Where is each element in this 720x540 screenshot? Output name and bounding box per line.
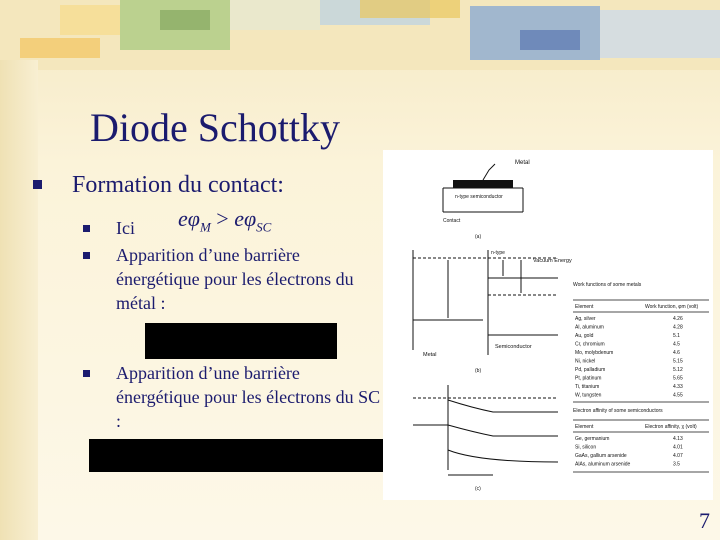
bullet-ici: Ici	[116, 218, 135, 238]
table-affinity-rows	[575, 436, 683, 468]
schottky-figure	[383, 150, 713, 500]
table-cell-element: Al, aluminum	[575, 324, 604, 331]
fig-label-semiconductor-b: Semiconductor	[495, 344, 532, 350]
bullet-marker	[33, 180, 42, 189]
table-cell-element: Pt, platinum	[575, 375, 602, 382]
table-cell-element: Ti, titanium	[575, 384, 600, 390]
table-work-rows	[575, 316, 683, 399]
table-cell-value: 4.28	[673, 324, 683, 331]
fig-label-vacuum: Vacuum Energy	[533, 258, 572, 264]
table-affinity-col2: Electron affinity, χ (volt)	[645, 424, 697, 430]
decorative-stripe	[0, 60, 38, 540]
table-cell-value: 4.13	[673, 436, 683, 442]
table-cell-element: Au, gold	[575, 333, 594, 339]
table-cell-element: Si, silicon	[575, 444, 597, 451]
table-affinity-col1: Element	[575, 424, 594, 430]
table-cell-value: 4.5	[673, 341, 680, 348]
table-cell-value: 4.55	[673, 392, 683, 399]
table-work-col2: Work function, φm (volt)	[645, 304, 699, 310]
table-cell-value: 5.1	[673, 333, 680, 339]
fig-caption-c: (c)	[475, 486, 481, 492]
table-cell-element: Ag, silver	[575, 316, 596, 322]
table-affinity-header: Electron affinity of some semiconductors	[573, 408, 663, 414]
sub-bullet-marker	[83, 252, 90, 259]
formula-rhs: eφ	[234, 206, 257, 231]
fig-label-metal-b: Metal	[423, 352, 437, 358]
fig-label-ntype: n-type	[491, 250, 505, 256]
sub-bullet-marker	[83, 225, 90, 232]
table-cell-value: 4.26	[673, 316, 683, 322]
table-cell-element: Ni, nickel	[575, 358, 596, 365]
table-cell-element: AlAs, aluminum arsenide	[575, 461, 631, 468]
table-cell-value: 4.6	[673, 350, 680, 356]
formula	[178, 206, 271, 235]
table-cell-element: GaAs, gallium arsenide	[575, 453, 627, 459]
slide-title: Diode Schottky	[90, 105, 340, 150]
fig-caption-a: (a)	[475, 234, 482, 240]
formula-op: >	[210, 206, 235, 231]
table-work-header: Work functions of some metals	[573, 282, 642, 288]
formula-lhs: eφ	[178, 206, 200, 231]
fig-label-contact: Contact	[443, 218, 461, 224]
page-number: 7	[699, 508, 710, 533]
table-work-col1: Element	[575, 304, 594, 310]
table-cell-value: 4.33	[673, 384, 683, 390]
decorative-banner	[0, 0, 720, 70]
fig-label-metal-a: Metal	[515, 160, 530, 166]
table-cell-value: 5.12	[673, 367, 683, 373]
slide-heading: Formation du contact:	[72, 172, 284, 198]
table-cell-element: Mo, molybdenum	[575, 350, 614, 356]
formula-lhs-sub: M	[199, 219, 211, 235]
table-cell-value: 4.01	[673, 444, 683, 451]
fig-label-semiconductor-a: n-type semiconductor	[455, 194, 503, 200]
redacted-formula-box	[89, 439, 402, 472]
table-cell-element: Pd, palladium	[575, 367, 606, 373]
table-cell-value: 4.07	[673, 453, 683, 459]
table-cell-element: W, tungsten	[575, 392, 602, 399]
redacted-formula-box	[145, 323, 337, 359]
table-cell-value: 5.65	[673, 375, 683, 382]
formula-rhs-sub: SC	[256, 219, 272, 235]
table-cell-value: 3.5	[673, 461, 680, 468]
table-cell-element: Ge, germanium	[575, 436, 610, 442]
table-cell-element: Cr, chromium	[575, 341, 605, 348]
sub-bullet-marker	[83, 370, 90, 377]
table-cell-value: 5.15	[673, 358, 683, 365]
fig-caption-b: (b)	[475, 368, 482, 374]
bullet-barrier-sc: Apparition d’une barrière énergétique pour les électrons du SC :	[116, 363, 381, 431]
bullet-barrier-metal: Apparition d’une barrière énergétique pour les électrons du métal :	[116, 245, 354, 313]
